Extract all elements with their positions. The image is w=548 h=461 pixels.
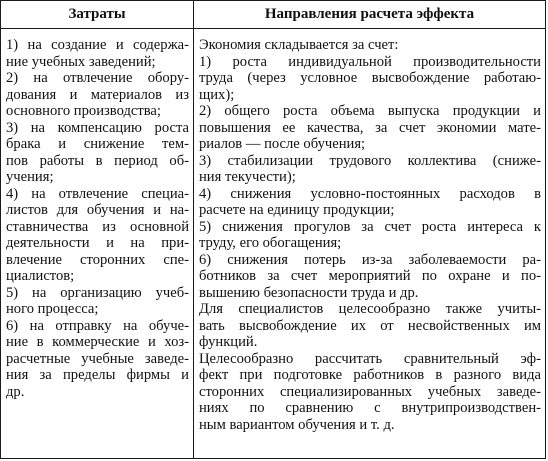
costs-text-line: ние в коммерческие и хоз- (6, 334, 189, 350)
effect-text-line: Экономия складывается за счет: (199, 37, 399, 53)
effect-text-line: щих); (199, 86, 235, 103)
effect-text-line: ботников за счет мероприятий по охране и по- (199, 268, 541, 284)
effect-text-line: труду, его обогащения; (199, 235, 342, 251)
effect-text-line: вать высвобождение их от несвойственных им (199, 317, 541, 334)
costs-text-line: дования и материалов из (6, 86, 189, 103)
effect-text-line: функций. (199, 334, 258, 350)
effect-text-line: расчете на единицу продукции; (199, 202, 395, 218)
costs-text-line: 4) на отвлечение специа- (6, 185, 189, 202)
costs-text-line: ставничества из основной (6, 218, 189, 235)
costs-cell (1, 29, 194, 458)
costs-text-line: брака и снижение тем- (6, 136, 189, 152)
costs-text-line: пов работы в период об- (6, 152, 189, 169)
costs-text-line: циалистов; (6, 268, 75, 284)
effect-text-line: Целесообразно рассчитать сравнительный эф- (199, 350, 541, 367)
effect-text-line: 6) снижения потерь из-за заболеваемости ра- (199, 251, 541, 268)
costs-text-line: 3) на компенсацию роста (6, 119, 189, 136)
effect-text-line: 5) снижения прогулов за счет роста интереса к (199, 218, 541, 235)
header-costs: Затраты (1, 1, 194, 29)
costs-text-line: ного процесса; (6, 301, 99, 317)
header-effect-directions: Направления расчета эффекта (194, 1, 545, 29)
effect-text-line: вышению безопасности труда и др. (199, 284, 419, 301)
costs-text-line: влечение сторонних спе- (6, 251, 189, 268)
effect-text-line: ным вариантом обучения и т. д. (199, 416, 395, 433)
costs-text-line: 6) на отправку на обуче- (6, 317, 189, 334)
costs-text-line: 1) на создание и содержа- (6, 37, 189, 53)
costs-text-line: ния за пределы фирмы и (6, 367, 189, 383)
costs-text-line: учения; (6, 169, 54, 185)
costs-text-line: листов для обучения и на- (6, 202, 189, 218)
effect-text-line: сторонних специализированных учебных заведе- (199, 383, 541, 400)
effect-text-line: риалов — после обучения; (199, 136, 366, 152)
costs-text-line: основного производства; (6, 103, 161, 119)
effect-text-line: 3) стабилизации трудового коллектива (сниже- (199, 152, 541, 169)
effect-text-line: Для специалистов целесообразно также учиты- (199, 301, 541, 317)
effect-text-line: ниях по сравнению с внутрипроизводствен- (199, 400, 541, 416)
costs-text-line: 5) на организацию учеб- (6, 284, 189, 301)
effect-text-line: ния текучести); (199, 169, 296, 185)
costs-text-line: ние учебных заведений; (6, 53, 156, 70)
costs-text-line: деятельности и на при- (6, 235, 189, 251)
costs-text-line: 2) на отвлечение обору- (6, 70, 189, 86)
effect-text-line: труда (через условное высвобождение работаю- (199, 70, 541, 86)
effect-text-line: фект при подготовке работников в разного вида (199, 367, 541, 383)
costs-text-line: др. (6, 383, 25, 400)
effect-directions-cell (194, 29, 545, 458)
effect-text-line: 1) роста индивидуальной производительности (199, 53, 541, 70)
effect-text-line: 2) общего роста объема выпуска продукции и (199, 103, 541, 119)
effect-text-line: 4) снижения условно-постоянных расходов в (199, 185, 541, 202)
effect-text-line: повышения ее качества, за счет экономии мате- (199, 119, 541, 136)
costs-text-line: расчетные учебные заведе- (6, 350, 189, 367)
